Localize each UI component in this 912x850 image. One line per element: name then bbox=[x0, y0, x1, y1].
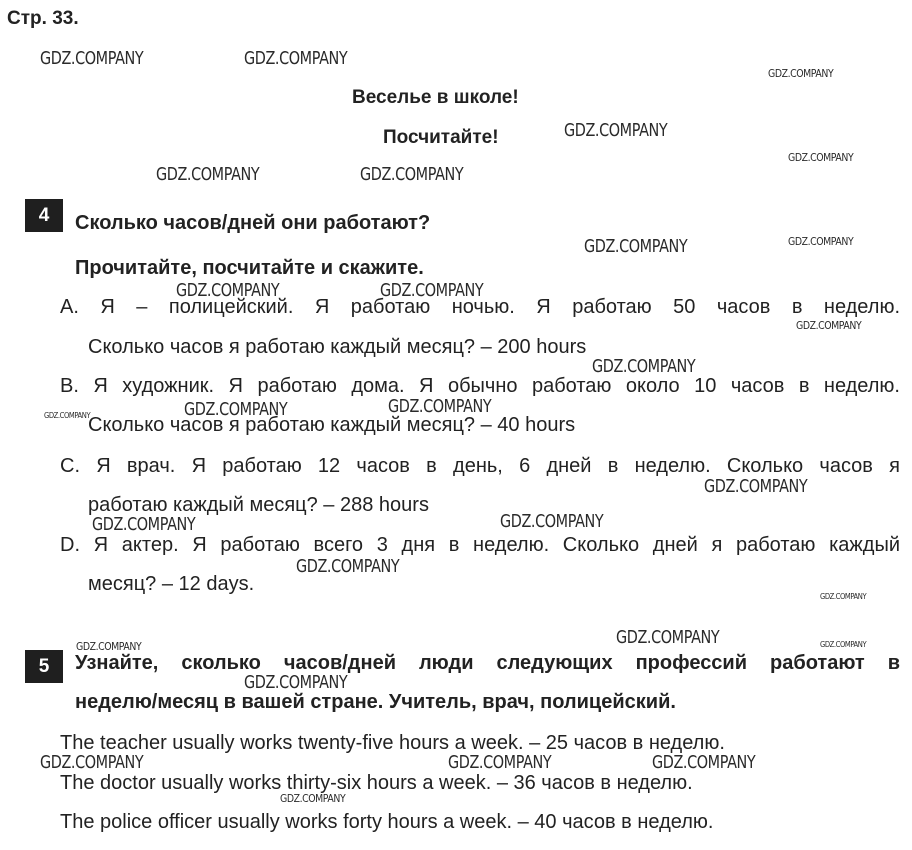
exercise-4-item-d-question: D. Я актер. Я работаю всего 3 дня в неделю. Сколько дней я работаю каждый bbox=[60, 534, 900, 556]
exercise-5-answer-police-officer: The police officer usually works forty hours a week. – 40 часов в неделю. bbox=[60, 811, 714, 833]
watermark: GDZ.COMPANY bbox=[280, 792, 346, 805]
watermark: GDZ.COMPANY bbox=[176, 280, 280, 301]
watermark: GDZ.COMPANY bbox=[40, 48, 144, 69]
watermark: GDZ.COMPANY bbox=[44, 411, 91, 420]
exercise-4-item-b-answer: Сколько часов я работаю каждый месяц? – 40 hours bbox=[88, 414, 576, 436]
watermark: GDZ.COMPANY bbox=[40, 752, 144, 773]
watermark: GDZ.COMPANY bbox=[244, 672, 348, 693]
watermark: GDZ.COMPANY bbox=[704, 476, 808, 497]
section-title: Веселье в школе! bbox=[352, 87, 519, 108]
watermark: GDZ.COMPANY bbox=[820, 640, 867, 649]
watermark: GDZ.COMPANY bbox=[184, 399, 288, 420]
watermark: GDZ.COMPANY bbox=[296, 556, 400, 577]
exercise-5-heading-line-2: неделю/месяц в вашей стране. Учитель, врач, полицейский. bbox=[75, 691, 676, 713]
watermark: GDZ.COMPANY bbox=[92, 514, 196, 535]
watermark: GDZ.COMPANY bbox=[616, 627, 720, 648]
watermark: GDZ.COMPANY bbox=[564, 120, 668, 141]
exercise-4-instruction: Прочитайте, посчитайте и скажите. bbox=[75, 257, 424, 279]
watermark: GDZ.COMPANY bbox=[788, 151, 854, 164]
exercise-4-item-a-question: A. Я – полицейский. Я работаю ночью. Я работаю 50 часов в неделю. bbox=[60, 296, 900, 318]
watermark: GDZ.COMPANY bbox=[380, 280, 484, 301]
exercise-4-number: 4 bbox=[25, 199, 63, 232]
exercise-5-answer-teacher: The teacher usually works twenty-five hours a week. – 25 часов в неделю. bbox=[60, 732, 725, 754]
watermark: GDZ.COMPANY bbox=[76, 640, 142, 653]
watermark: GDZ.COMPANY bbox=[788, 235, 854, 248]
watermark: GDZ.COMPANY bbox=[244, 48, 348, 69]
exercise-4-item-b-question: B. Я художник. Я работаю дома. Я обычно работаю около 10 часов в неделю. bbox=[60, 375, 900, 397]
watermark: GDZ.COMPANY bbox=[592, 356, 696, 377]
watermark: GDZ.COMPANY bbox=[388, 396, 492, 417]
exercise-5-answer-doctor: The doctor usually works thirty-six hours a week. – 36 часов в неделю. bbox=[60, 772, 693, 794]
exercise-4-item-c-answer: работаю каждый месяц? – 288 hours bbox=[88, 494, 429, 516]
watermark: GDZ.COMPANY bbox=[796, 319, 862, 332]
section-subtitle: Посчитайте! bbox=[383, 127, 499, 148]
watermark: GDZ.COMPANY bbox=[448, 752, 552, 773]
watermark: GDZ.COMPANY bbox=[820, 592, 867, 601]
page-number: Стр. 33. bbox=[7, 8, 79, 29]
watermark: GDZ.COMPANY bbox=[652, 752, 756, 773]
exercise-4-heading: Сколько часов/дней они работают? bbox=[75, 212, 431, 234]
watermark: GDZ.COMPANY bbox=[500, 511, 604, 532]
exercise-5-heading-line-1: Узнайте, сколько часов/дней люди следующих профессий работают в bbox=[75, 652, 900, 674]
exercise-4-item-c-question: C. Я врач. Я работаю 12 часов в день, 6 дней в неделю. Сколько часов я bbox=[60, 455, 900, 477]
exercise-5-number: 5 bbox=[25, 650, 63, 683]
watermark: GDZ.COMPANY bbox=[584, 236, 688, 257]
watermark: GDZ.COMPANY bbox=[768, 67, 834, 80]
exercise-4-item-d-answer: месяц? – 12 days. bbox=[88, 573, 255, 595]
watermark: GDZ.COMPANY bbox=[156, 164, 260, 185]
watermark: GDZ.COMPANY bbox=[360, 164, 464, 185]
exercise-4-item-a-answer: Сколько часов я работаю каждый месяц? – 200 hours bbox=[88, 336, 587, 358]
